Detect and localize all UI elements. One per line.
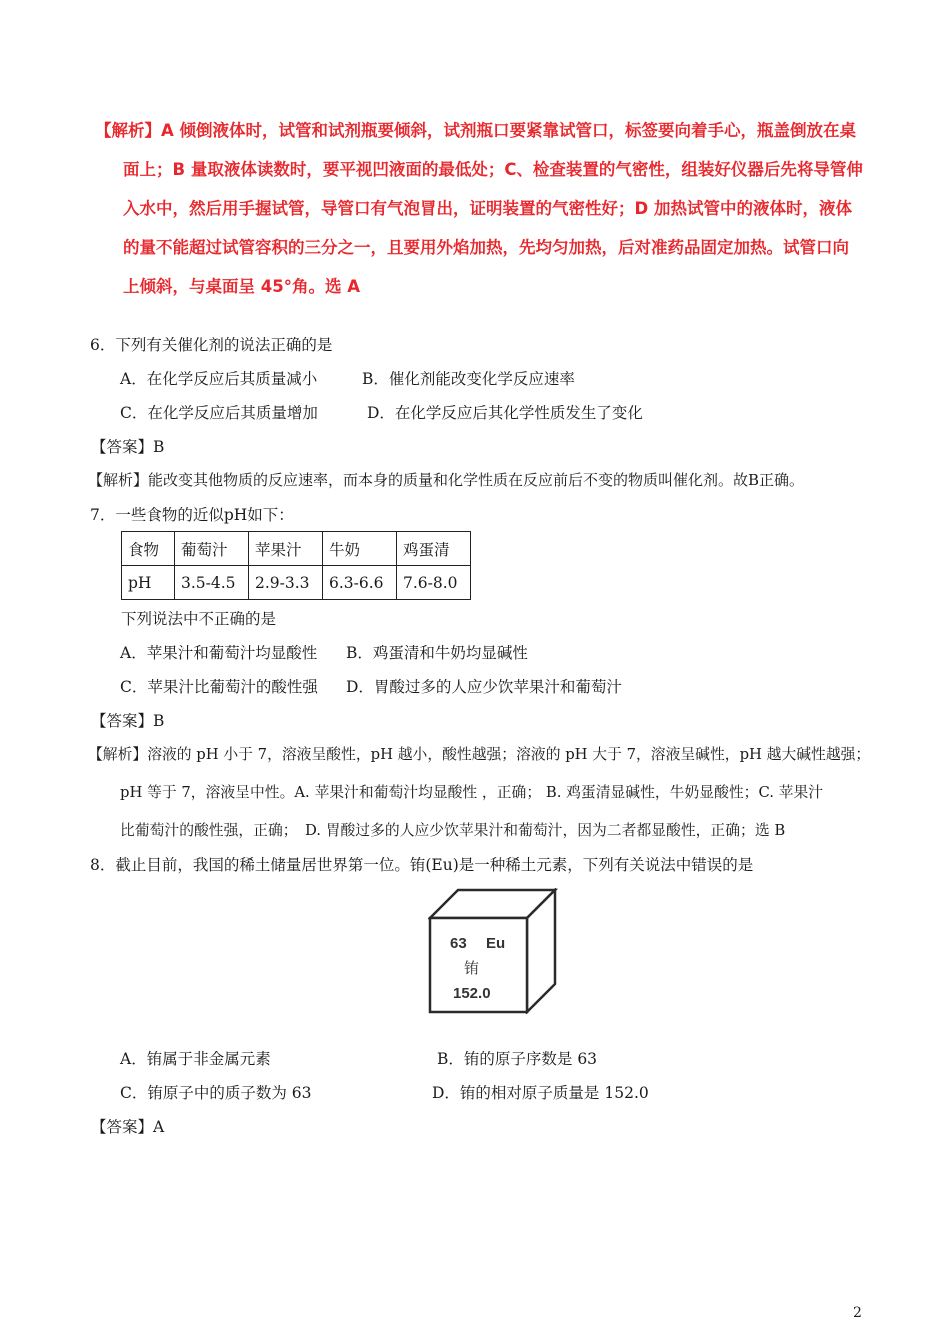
table-header-cell: 食物 <box>122 532 175 566</box>
table-cell: 2.9-3.3 <box>249 566 323 600</box>
q7-option-a: A．苹果汁和葡萄汁均显酸性 <box>120 644 318 662</box>
q7-answer: 【答案】B <box>91 712 165 730</box>
table-cell: 7.6-8.0 <box>397 566 471 600</box>
atomic-number: 63 <box>450 935 467 952</box>
question-7-stem: 7．一些食物的近似pH如下： <box>90 506 294 524</box>
table-header-cell: 牛奶 <box>323 532 397 566</box>
q8-option-a: A．铕属于非金属元素 <box>120 1050 271 1068</box>
q7-analysis-line: 【解析】溶液的 pH 小于 7，溶液呈酸性，pH 越小，酸性越强；溶液的 pH 大于 7，溶液呈碱性，pH 越大碱性越强； <box>88 746 871 763</box>
explanation-line: 面上；B 量取液体读数时，要平视凹液面的最低处；C、检查装置的气密性，组装好仪器后先将导管伸 <box>123 160 863 179</box>
q8-option-d: D．铕的相对原子质量是 152.0 <box>432 1084 649 1102</box>
explanation-line: 的量不能超过试管容积的三分之一，且要用外焰加热，先均匀加热，后对准药品固定加热。试管口向 <box>123 238 849 257</box>
table-cell: pH <box>122 566 175 600</box>
ph-table <box>121 531 471 600</box>
q8-answer: 【答案】A <box>91 1118 165 1136</box>
page-number: 2 <box>853 1305 862 1321</box>
element-name: 铕 <box>464 959 480 977</box>
q6-option-b: B．催化剂能改变化学反应速率 <box>362 370 575 388</box>
table-cell: 6.3-6.6 <box>323 566 397 600</box>
table-row <box>122 532 471 566</box>
explanation-line: 【解析】A 倾倒液体时，试管和试剂瓶要倾斜，试剂瓶口要紧靠试管口，标签要向着手心，瓶盖倒放在桌 <box>95 121 857 140</box>
q7-prompt: 下列说法中不正确的是 <box>121 610 277 628</box>
q7-option-d: D．胃酸过多的人应少饮苹果汁和葡萄汁 <box>346 678 622 696</box>
q6-analysis: 【解析】能改变其他物质的反应速率，而本身的质量和化学性质在反应前后不变的物质叫催化剂。故B正确。 <box>88 471 805 489</box>
q6-option-c: C．在化学反应后其质量增加 <box>120 404 318 422</box>
europium-element-cube <box>428 888 558 1014</box>
table-row <box>122 566 471 600</box>
q7-option-b: B．鸡蛋清和牛奶均显碱性 <box>346 644 528 662</box>
explanation-line: 入水中，然后用手握试管，导管口有气泡冒出，证明装置的气密性好；D 加热试管中的液体时，液体 <box>123 199 852 218</box>
element-symbol: Eu <box>486 935 506 952</box>
q7-option-c: C．苹果汁比葡萄汁的酸性强 <box>120 678 318 696</box>
question-6-stem: 6．下列有关催化剂的说法正确的是 <box>90 336 333 354</box>
q6-option-a: A．在化学反应后其质量减小 <box>120 370 318 388</box>
table-cell: 3.5-4.5 <box>175 566 249 600</box>
table-header-cell: 鸡蛋清 <box>397 532 471 566</box>
table-header-cell: 葡萄汁 <box>175 532 249 566</box>
q7-analysis-line: pH 等于 7，溶液呈中性。A. 苹果汁和葡萄汁均显酸性 ，正确； B. 鸡蛋清显碱性，牛奶显酸性；C. 苹果汁 <box>120 784 824 801</box>
table-header-cell: 苹果汁 <box>249 532 323 566</box>
q8-option-b: B．铕的原子序数是 63 <box>437 1050 598 1068</box>
q6-answer: 【答案】B <box>91 438 165 456</box>
q7-analysis-line: 比葡萄汁的酸性强，正确； D. 胃酸过多的人应少饮苹果汁和葡萄汁，因为二者都显酸性，正确；选 B <box>120 822 786 839</box>
q6-option-d: D．在化学反应后其化学性质发生了变化 <box>367 404 643 422</box>
atomic-mass: 152.0 <box>453 985 491 1002</box>
question-8-stem: 8．截止目前，我国的稀土储量居世界第一位。铕(Eu)是一种稀土元素，下列有关说法中错误的是 <box>90 856 754 874</box>
q8-option-c: C．铕原子中的质子数为 63 <box>120 1084 312 1102</box>
explanation-line: 上倾斜，与桌面呈 45°角。选 A <box>123 277 360 296</box>
